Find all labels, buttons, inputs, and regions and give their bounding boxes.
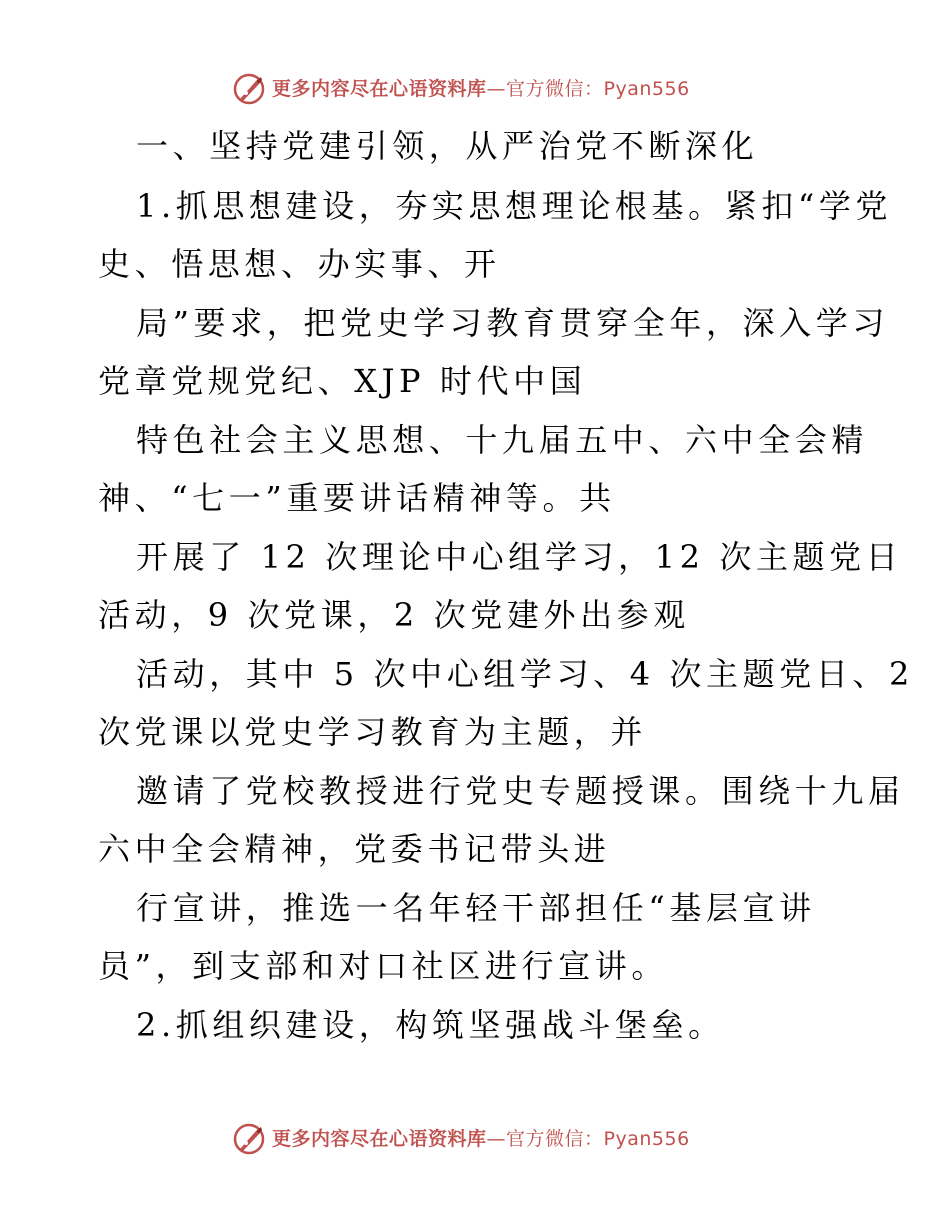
header-banner xyxy=(0,70,950,110)
quill-pen-seal-icon xyxy=(232,72,266,106)
banner-wechat-label: 官方微信： xyxy=(506,1128,604,1150)
section-subheading: 2.抓组织建设，构筑坚强战斗堡垒。 xyxy=(136,1006,725,1044)
banner-text xyxy=(272,77,690,101)
paragraph-line: 局”要求，把党史学习教育贯穿全年，深入学习 xyxy=(136,304,889,342)
paragraph-line: 员”，到支部和对口社区进行宣讲。 xyxy=(98,947,668,985)
paragraph-line: 活动，其中 5 次中心组学习、4 次主题党日、2 xyxy=(136,655,914,693)
banner-text xyxy=(272,1127,690,1151)
paragraph-line: 党章党规党纪、XJP 时代中国 xyxy=(98,362,587,400)
paragraph-line: 特色社会主义思想、十九届五中、六中全会精 xyxy=(136,421,869,459)
quill-pen-seal-icon xyxy=(232,1122,266,1156)
paragraph-line: 活动，9 次党课，2 次党建外出参观 xyxy=(98,596,690,634)
banner-wechat-id: Pyan556 xyxy=(603,78,690,100)
banner-main-text: 更多内容尽在心语资料库 xyxy=(272,1128,487,1150)
paragraph-line: 次党课以党史学习教育为主题，并 xyxy=(98,713,648,751)
paragraph-line: 神、“七一”重要讲话精神等。共 xyxy=(98,479,616,517)
paragraph-line: 开展了 12 次理论中心组学习，12 次主题党日 xyxy=(136,538,903,576)
banner-wechat-id: Pyan556 xyxy=(603,1128,690,1150)
paragraph-line: 史、悟思想、办实事、开 xyxy=(98,245,501,283)
paragraph-line: 邀请了党校教授进行党史专题授课。围绕十九届 xyxy=(136,772,905,810)
footer-banner xyxy=(0,1120,950,1160)
banner-main-text: 更多内容尽在心语资料库 xyxy=(272,78,487,100)
banner-wechat-label: 官方微信： xyxy=(506,78,604,100)
section-heading: 一、坚持党建引领，从严治党不断深化 xyxy=(136,127,759,165)
banner-separator: — xyxy=(486,1128,507,1150)
banner-separator: — xyxy=(486,78,507,100)
paragraph-line: 六中全会精神，党委书记带头进 xyxy=(98,830,611,868)
paragraph-line: 1.抓思想建设，夯实思想理论根基。紧扣“学党 xyxy=(136,187,893,225)
paragraph-line: 行宣讲，推选一名年轻干部担任“基层宣讲 xyxy=(136,889,816,927)
